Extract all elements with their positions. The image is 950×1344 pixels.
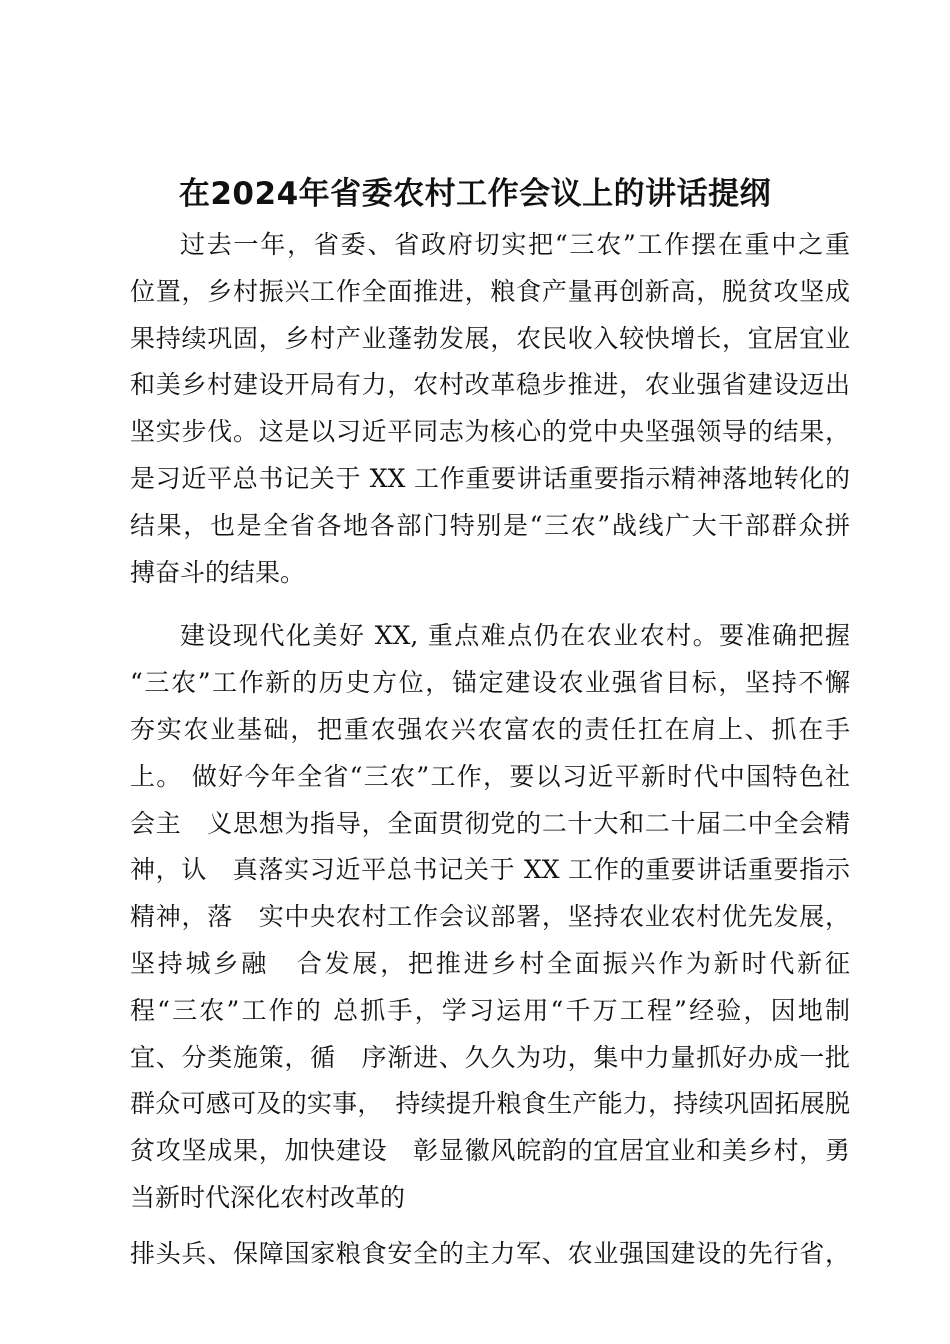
document-body: [130, 222, 850, 1278]
text-line: 排头兵、保障国家粮食安全的主力军、农业强国建设的先行省，: [130, 1238, 850, 1268]
text-line: “三农”工作新的历史方位，锚定建设农业强省目标，坚持不懈: [130, 668, 850, 698]
text-line: 宜、分类施策，循 序渐进、久久为功，集中力量抓好办成一批: [130, 1042, 850, 1072]
text-line: 群众可感可及的实事， 持续提升粮食生产能力，持续巩固拓展脱: [130, 1089, 850, 1119]
text-line: 搏奋斗的结果。: [130, 557, 306, 587]
text-line: 和美乡村建设开局有力，农村改革稳步推进，农业强省建设迈出: [130, 370, 850, 400]
text-line: 坚实步伐。这是以习近平同志为核心的党中央坚强领导的结果，: [130, 417, 850, 447]
text-line: 会主 义思想为指导，全面贯彻党的二十大和二十届二中全会精: [130, 808, 850, 838]
text-line: 当新时代深化农村改革的: [130, 1182, 406, 1212]
text-line: 果持续巩固，乡村产业蓬勃发展，农民收入较快增长，宜居宜业: [130, 323, 850, 353]
paragraph-1: [130, 222, 850, 596]
text-line: 贫攻坚成果，加快建设 彰显徽风皖韵的宜居宜业和美乡村，勇: [130, 1136, 850, 1166]
text-line: 过去一年，省委、省政府切实把“三农”工作摆在重中之重: [180, 230, 850, 259]
text-line: 结果，也是全省各地各部门特别是“三农”战线广大干部群众拼: [130, 510, 850, 540]
text-line: 是习近平总书记关于 XX 工作重要讲话重要指示精神落地转化的: [130, 463, 850, 493]
document-title: 在2024年省委农村工作会议上的讲话提纲: [178, 176, 772, 212]
text-line: 上。 做好今年全省“三农”工作，要以习近平新时代中国特色社: [130, 761, 850, 791]
text-line: 建设现代化美好 XX, 重点难点仍在农业农村。要准确把握: [180, 621, 850, 651]
text-line: 位置，乡村振兴工作全面推进，粮食产量再创新高，脱贫攻坚成: [130, 276, 850, 306]
text-line: 神，认 真落实习近平总书记关于 XX 工作的重要讲话重要指示: [130, 855, 850, 885]
paragraph-spacer: [130, 1222, 850, 1231]
paragraph-spacer: [130, 596, 850, 613]
paragraph-2: [130, 613, 850, 1221]
text-line: 程“三农”工作的 总抓手，学习运用“千万工程”经验，因地制: [130, 995, 850, 1025]
paragraph-3: [130, 1231, 850, 1278]
text-line: 坚持城乡融 合发展，把推进乡村全面振兴作为新时代新征: [130, 948, 850, 978]
text-line: 精神，落 实中央农村工作会议部署，坚持农业农村优先发展，: [130, 902, 850, 932]
text-line: 夯实农业基础，把重农强农兴农富农的责任扛在肩上、抓在手: [130, 714, 850, 744]
